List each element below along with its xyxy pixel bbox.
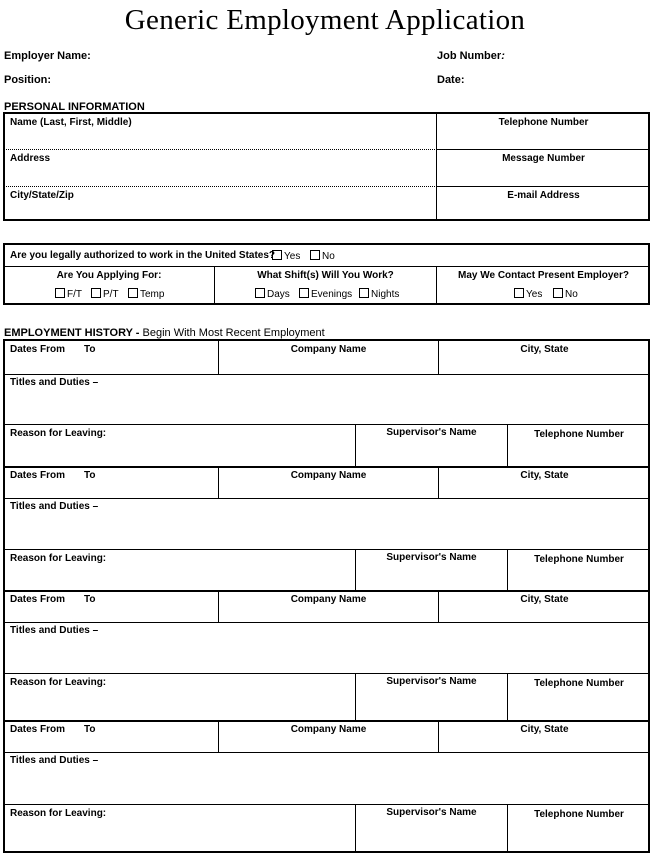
applying-for-label: Are You Applying For: xyxy=(56,270,162,281)
checkbox-icon[interactable] xyxy=(272,250,282,260)
authorized-yes-option[interactable] xyxy=(272,250,300,262)
checkbox-icon[interactable] xyxy=(91,288,101,298)
dates-to-label: To xyxy=(84,344,96,355)
checkbox-icon[interactable] xyxy=(514,288,524,298)
contact-yes-option[interactable] xyxy=(514,288,542,300)
checkbox-icon[interactable] xyxy=(255,288,265,298)
city-state-label: City, State xyxy=(520,470,569,481)
position-label: Position: xyxy=(4,74,52,86)
employment-history-subtitle: Begin With Most Recent Employment xyxy=(139,327,325,339)
contact-no-label: No xyxy=(565,289,578,300)
telephone-field-label: Telephone Number xyxy=(498,117,589,128)
nights-option[interactable] xyxy=(359,288,399,300)
checkbox-icon[interactable] xyxy=(310,250,320,260)
authorized-no-label: No xyxy=(322,251,335,262)
history-block-4-rule-1 xyxy=(4,752,649,753)
personal-rule-1 xyxy=(4,149,437,150)
checkbox-icon[interactable] xyxy=(359,288,369,298)
supervisor-name-label: Supervisor's Name xyxy=(386,427,477,438)
history-block-2-rule-1 xyxy=(4,498,649,499)
evenings-label: Evenings xyxy=(311,289,353,300)
personal-rule-2 xyxy=(4,186,437,187)
checkbox-icon[interactable] xyxy=(55,288,65,298)
evenings-option[interactable] xyxy=(299,288,352,300)
dates-from-label: Dates From xyxy=(10,470,66,481)
pt-label: P/T xyxy=(103,289,119,300)
history-block-3-rule-1 xyxy=(4,622,649,623)
employment-history-heading xyxy=(4,327,325,339)
history-block-2-rule-2 xyxy=(4,549,649,550)
authorized-yes-label: Yes xyxy=(284,251,301,262)
shift-question: What Shift(s) Will You Work? xyxy=(257,270,394,281)
titles-duties-label: Titles and Duties – xyxy=(10,625,99,636)
temp-label: Temp xyxy=(140,289,165,300)
city-state-label: City, State xyxy=(520,594,569,605)
contact-yes-label: Yes xyxy=(526,289,543,300)
personal-rule-2r xyxy=(437,186,649,187)
reason-for-leaving-label: Reason for Leaving: xyxy=(10,808,107,819)
temp-option[interactable] xyxy=(128,288,164,300)
history-telephone-label: Telephone Number xyxy=(534,554,624,565)
contact-no-option[interactable] xyxy=(553,288,578,300)
city-state-label: City, State xyxy=(520,724,569,735)
employment-history-title: EMPLOYMENT HISTORY - xyxy=(4,327,140,339)
titles-duties-label: Titles and Duties – xyxy=(10,755,99,766)
personal-rule-1r xyxy=(437,149,649,150)
city-state-label: City, State xyxy=(520,344,569,355)
employer-name-label: Employer Name: xyxy=(4,50,91,62)
history-block-1-rule-2 xyxy=(4,424,649,425)
nights-label: Nights xyxy=(371,289,400,300)
reason-for-leaving-label: Reason for Leaving: xyxy=(10,677,107,688)
days-option[interactable] xyxy=(255,288,290,300)
supervisor-name-label: Supervisor's Name xyxy=(386,676,477,687)
message-field-label: Message Number xyxy=(502,153,585,164)
history-block-3-rule-2 xyxy=(4,673,649,674)
dates-to-label: To xyxy=(84,470,96,481)
authorized-no-option[interactable] xyxy=(310,250,335,262)
supervisor-name-label: Supervisor's Name xyxy=(386,807,477,818)
history-block-3-separator xyxy=(4,720,649,722)
checkbox-icon[interactable] xyxy=(128,288,138,298)
email-field-label: E-mail Address xyxy=(507,190,580,201)
reason-for-leaving-label: Reason for Leaving: xyxy=(10,553,107,564)
history-block-4-rule-2 xyxy=(4,804,649,805)
history-block-1-rule-1 xyxy=(4,374,649,375)
dates-from-label: Dates From xyxy=(10,594,66,605)
history-telephone-label: Telephone Number xyxy=(534,809,624,820)
history-block-1-separator xyxy=(4,466,649,468)
name-field-label: Name (Last, First, Middle) xyxy=(10,117,132,128)
dates-to-label: To xyxy=(84,594,96,605)
pt-option[interactable] xyxy=(91,288,119,300)
days-label: Days xyxy=(267,289,290,300)
ft-option[interactable] xyxy=(55,288,82,300)
supervisor-name-label: Supervisor's Name xyxy=(386,552,477,563)
job-number-text: Job Number xyxy=(437,50,502,62)
personal-info-box xyxy=(3,112,650,221)
company-name-label: Company Name xyxy=(290,724,367,735)
city-state-zip-label: City/State/Zip xyxy=(10,190,74,201)
history-block-2-separator xyxy=(4,590,649,592)
checkbox-icon[interactable] xyxy=(553,288,563,298)
job-number-label xyxy=(437,50,505,62)
personal-info-heading: PERSONAL INFORMATION xyxy=(4,101,145,113)
ft-label: F/T xyxy=(67,289,82,300)
contact-question: May We Contact Present Employer? xyxy=(458,270,629,281)
checkbox-icon[interactable] xyxy=(299,288,309,298)
dates-to-label: To xyxy=(84,724,96,735)
job-number-colon: : xyxy=(501,50,505,62)
dates-from-label: Dates From xyxy=(10,344,66,355)
address-field-label: Address xyxy=(10,153,51,164)
personal-divider xyxy=(436,113,437,220)
titles-duties-label: Titles and Duties – xyxy=(10,377,99,388)
company-name-label: Company Name xyxy=(290,344,367,355)
dates-from-label: Dates From xyxy=(10,724,66,735)
titles-duties-label: Titles and Duties – xyxy=(10,501,99,512)
company-name-label: Company Name xyxy=(290,470,367,481)
company-name-label: Company Name xyxy=(290,594,367,605)
authorized-question: Are you legally authorized to work in the United States? xyxy=(10,250,276,261)
date-label: Date: xyxy=(437,74,465,86)
form-title: Generic Employment Application xyxy=(124,4,526,36)
work-rule xyxy=(4,266,649,267)
history-telephone-label: Telephone Number xyxy=(534,429,624,440)
reason-for-leaving-label: Reason for Leaving: xyxy=(10,428,107,439)
history-telephone-label: Telephone Number xyxy=(534,678,624,689)
